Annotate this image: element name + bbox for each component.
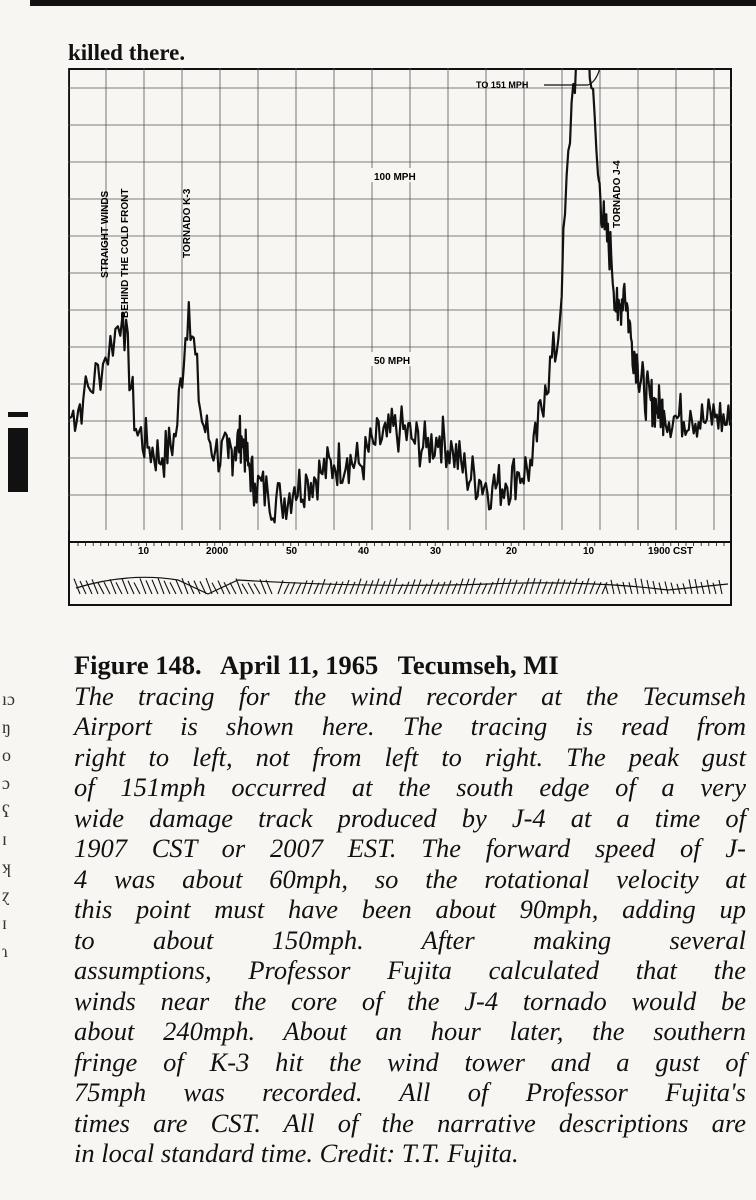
wind-barb xyxy=(344,580,349,594)
wind-barb xyxy=(140,578,146,594)
wind-barb xyxy=(611,580,614,594)
wind-barb xyxy=(206,578,212,594)
wind-barb xyxy=(446,580,451,594)
caption-line: about 240mph. About an hour later, the southern xyxy=(74,1016,746,1046)
wind-barb xyxy=(659,583,662,594)
wind-barb xyxy=(464,579,469,594)
wind-barb xyxy=(641,579,644,594)
wind-barb xyxy=(410,579,415,594)
wind-barb xyxy=(512,580,517,594)
wind-barb xyxy=(701,582,704,594)
wind-barb-baseline xyxy=(76,577,728,594)
wind-barb xyxy=(74,579,80,594)
wind-barb xyxy=(86,581,92,594)
time-label: 50 xyxy=(286,546,298,557)
wind-barb xyxy=(518,584,523,594)
speed-labels xyxy=(368,168,434,367)
wind-barb xyxy=(647,580,650,594)
figure-caption xyxy=(74,650,746,1169)
caption-line: The tracing for the wind recorder at the Tecumseh xyxy=(74,680,746,711)
speed-label-50: 50 MPH xyxy=(374,356,411,367)
caption-line: assumptions, Professor Fujita calculated that the xyxy=(74,955,746,985)
wind-barb xyxy=(128,581,134,594)
annotation-behind-front: BEHIND THE COLD FRONT xyxy=(120,188,131,318)
scan-mark xyxy=(8,428,28,492)
wind-barb xyxy=(623,582,626,594)
scan-mark xyxy=(8,412,28,417)
wind-barb xyxy=(554,579,559,594)
wind-barb xyxy=(158,578,164,594)
caption-line: times are CST. All of the narrative descriptions are xyxy=(74,1107,746,1138)
wind-barb xyxy=(254,584,260,594)
wind-speed-trace xyxy=(70,68,730,522)
wind-barb xyxy=(506,579,511,594)
time-labels xyxy=(138,546,693,557)
wind-barb xyxy=(242,584,248,594)
caption-line: 4 was about 60mph, so the rotational velocity at xyxy=(74,863,746,894)
wind-barb xyxy=(368,580,373,594)
wind-barb xyxy=(104,582,110,594)
peak-note-leader xyxy=(544,68,600,85)
wind-barb xyxy=(374,579,379,594)
caption-line: 75mph was recorded. All of Professor Fujita's xyxy=(74,1077,746,1107)
wind-barb xyxy=(605,584,608,594)
caption-line: wide damage track produced by J-4 at a time of xyxy=(74,802,746,833)
annotation-tornado-j4: TORNADO J-4 xyxy=(612,160,623,228)
time-label: 2000 xyxy=(206,546,229,557)
caption-line: to about 150mph. After making several xyxy=(74,924,746,955)
caption-body xyxy=(74,681,746,1169)
wind-barb xyxy=(440,582,445,594)
wind-barb xyxy=(500,578,505,594)
wind-barb xyxy=(92,579,98,594)
wind-barb xyxy=(296,583,301,594)
wind-barb xyxy=(560,580,565,594)
time-label: 30 xyxy=(430,546,442,557)
wind-barb xyxy=(392,578,397,594)
wind-barb xyxy=(494,578,499,594)
wind-barb xyxy=(314,583,319,594)
wind-barb xyxy=(428,579,433,594)
wind-barb xyxy=(386,579,391,594)
wind-barb xyxy=(689,579,692,594)
wind-barb xyxy=(302,580,307,594)
wind-speed-chart xyxy=(68,68,732,606)
wind-direction-barbs xyxy=(74,577,728,594)
caption-line: in local standard time. Credit: T.T. Fujita. xyxy=(74,1138,519,1168)
wind-barb xyxy=(356,579,361,594)
wind-barb xyxy=(320,579,325,594)
wind-barb xyxy=(116,582,122,594)
wind-barb xyxy=(404,582,409,594)
wind-barb xyxy=(290,582,295,594)
caption-line: this point must have been about 90mph, adding up xyxy=(74,894,746,924)
wind-barb xyxy=(416,579,421,594)
wind-barb xyxy=(182,578,188,594)
wind-barb xyxy=(380,581,385,594)
wind-barb xyxy=(719,580,722,594)
wind-barb xyxy=(482,583,487,594)
wind-barb xyxy=(653,581,656,594)
wind-barb xyxy=(134,583,140,594)
wind-barb xyxy=(629,582,632,594)
caption-line: fringe of K-3 hit the wind tower and a gust of xyxy=(74,1046,746,1077)
wind-barb xyxy=(548,582,553,594)
wind-barb xyxy=(122,579,128,594)
wind-barb xyxy=(230,583,236,594)
speed-label-100: 100 MPH xyxy=(374,172,416,183)
wind-barb xyxy=(146,580,152,594)
caption-line: right to left, not from left to right. The peak gust xyxy=(74,741,746,772)
wind-barb xyxy=(572,579,577,594)
wind-barb xyxy=(98,583,104,594)
time-label: 10 xyxy=(583,546,595,557)
wind-barb xyxy=(458,579,463,594)
wind-barb xyxy=(110,579,116,594)
wind-barb xyxy=(332,581,337,594)
time-label: 20 xyxy=(506,546,518,557)
caption-line: winds near the core of the J-4 tornado would be xyxy=(74,985,746,1016)
wind-barb xyxy=(524,578,529,594)
wind-barb xyxy=(707,580,710,594)
caption-line: 1907 CST or 2007 EST. The forward speed of J- xyxy=(74,833,746,863)
caption-title: Figure 148. April 11, 1965 Tecumseh, MI xyxy=(74,650,559,680)
annotation-tornado-k3: TORNADO K-3 xyxy=(182,188,193,258)
wind-barb xyxy=(308,580,313,594)
wind-barb xyxy=(80,581,86,594)
margin-bleed-glyphs: ıɔ ŋ o ɔ ʕ ɪ ʞ ɀ ɪ ɿ xyxy=(2,689,15,961)
wind-barb xyxy=(584,578,589,594)
wind-barb xyxy=(248,583,254,594)
time-label: 1900 CST xyxy=(648,546,694,557)
top-rule xyxy=(30,0,756,6)
intro-text: killed there. xyxy=(68,40,186,65)
wind-barb xyxy=(362,581,367,594)
wind-barb xyxy=(536,579,541,594)
wind-barb xyxy=(284,583,289,594)
wind-barb xyxy=(152,580,158,594)
peak-note: TO 151 MPH xyxy=(476,80,529,90)
wind-barb xyxy=(164,581,170,594)
wind-barb xyxy=(170,582,176,594)
caption-line: of 151mph occurred at the south edge of a very xyxy=(74,772,746,802)
time-label: 40 xyxy=(358,546,370,557)
annotation-straight-winds: STRAIGHT WINDS xyxy=(100,190,111,278)
wind-barb xyxy=(350,582,355,594)
wind-barb xyxy=(530,578,535,594)
time-label: 10 xyxy=(138,546,150,557)
wind-barb xyxy=(338,582,343,594)
wind-barb xyxy=(470,578,475,594)
wind-barb xyxy=(665,581,668,594)
caption-line: Airport is shown here. The tracing is read from xyxy=(74,711,746,741)
wind-barb xyxy=(671,583,674,594)
wind-barb xyxy=(434,582,439,594)
wind-barb xyxy=(713,583,716,594)
